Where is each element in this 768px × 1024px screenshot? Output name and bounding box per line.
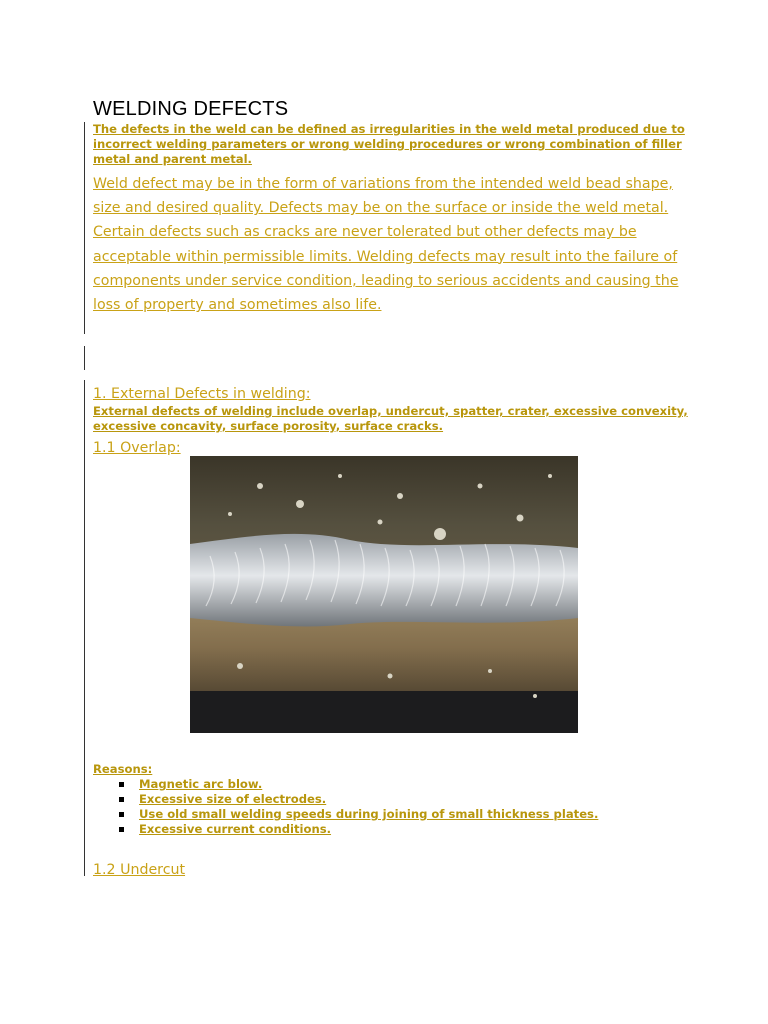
reason-text: Magnetic arc blow. [139,777,263,791]
external-defects-heading[interactable]: 1. External Defects in welding: [93,386,311,402]
intro-body-link[interactable]: Weld defect may be in the form of variations from the intended weld bead shape, size and desired quality. Defects may be on the surface or inside the weld metal. Certain defects such as cracks are never tolerated but other defects may be acceptable within permissible limits. Welding defects may result into the failure of components under service condition, leading to serious accidents and causing the loss of property and sometimes also life. [93,176,679,314]
reason-text: Use old small welding speeds during joining of small thickness plates. [139,807,599,821]
margin-bar [84,122,85,334]
reasons-list [93,777,613,837]
external-defects-description[interactable]: External defects of welding include overlap, undercut, spatter, crater, excessive convexity, excessive concavity, surface porosity, surface cracks. [93,404,688,433]
list-item[interactable] [93,777,613,792]
bullet-icon [119,827,124,832]
list-item[interactable] [93,807,613,822]
margin-bar [84,380,85,876]
bullet-icon [119,812,124,817]
overlap-heading[interactable]: 1.1 Overlap: [93,440,181,456]
list-item[interactable] [93,792,613,807]
undercut-heading[interactable]: 1.2 Undercut [93,862,186,878]
intro-bold-link[interactable]: The defects in the weld can be defined as irregularities in the weld metal produced due to incorrect welding parameters or wrong welding procedures or wrong combination of filler metal and parent metal. [93,122,685,166]
weld-overlap-photo [190,456,578,733]
reasons-label[interactable]: Reasons: [93,762,153,776]
page-title: WELDING DEFECTS [93,98,289,120]
bullet-icon [119,782,124,787]
reason-text: Excessive size of electrodes. [139,792,327,806]
list-item[interactable] [93,822,613,837]
reason-text: Excessive current conditions. [139,822,332,836]
bullet-icon [119,797,124,802]
margin-bar [84,346,85,370]
